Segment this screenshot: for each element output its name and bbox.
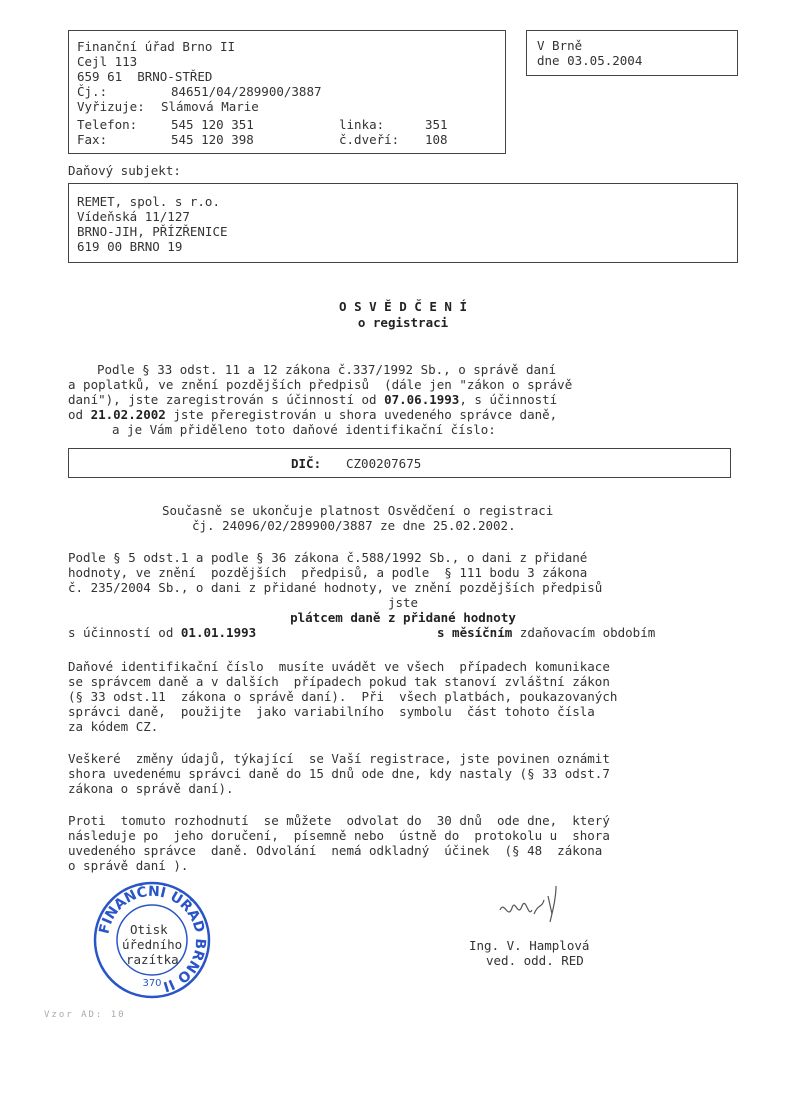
taxpayer-district: BRNO-JIH, PŘÍZŘENICE [77,224,228,239]
office-street: Cejl 113 [77,54,138,69]
stamp-caption-3: razítka [126,952,179,967]
signatory-name: Ing. V. Hamplová [469,938,590,953]
official-stamp [92,880,212,1000]
changes-line-3: zákona o správě daní). [68,781,234,796]
vat-line-6: s účinností od 01.01.1993 [68,625,257,640]
form-code: Vzor AD: 10 [44,1010,126,1020]
fax-label: Fax: [77,132,108,147]
handler-value: Slámová Marie [161,99,259,114]
signatory-department: ved. odd. RED [486,953,584,968]
dic-box [68,448,731,478]
stamp-number: 370 [142,978,162,989]
dic-value: CZ00207675 [346,456,422,471]
appeal-line-2: následuje po jeho doručení, písemně nebo ústně do protokolu u shora [68,828,610,843]
reregistration-date: 21.02.2002 [90,407,166,422]
intro-line-4: od 21.02.2002 jste přeregistrován u shora uvedeného správce daně, [68,407,558,422]
intro-line-3: daní"), jste zaregistrován s účinností od 07.06.1993, s účinností [68,392,558,407]
fax-value: 545 120 398 [171,132,254,147]
stamp-caption-2: úředního [122,937,183,952]
dic-para-line-1: Daňové identifikační číslo musíte uvádět ve všech případech komunikace [68,659,610,674]
phone-label: Telefon: [77,117,138,132]
office-name: Finanční úřad Brno II [77,39,236,54]
line-value: 351 [425,117,448,132]
vat-period: s měsíčním zdaňovacím obdobím [437,625,656,640]
dic-para-line-3: (§ 33 odst.11 zákona o správě daní). Při všech platbách, poukazovaných [68,689,618,704]
cj-label: Čj.: [77,84,108,99]
vat-period-monthly: s měsíčním [437,625,513,640]
document-title: O S V Ě D Č E N Í [339,299,467,314]
taxpayer-label: Daňový subjekt: [68,163,181,178]
document-subtitle: o registraci [357,315,449,330]
changes-line-1: Veškeré změny údajů, týkající se Vaší registrace, jste povinen oznámit [68,751,610,766]
place: V Brně [537,38,583,53]
phone-value: 545 120 351 [171,117,254,132]
vat-payer-status: plátcem daně z přidané hodnoty [290,610,516,625]
office-city: 659 61 BRNO-STŘED [77,69,213,84]
appeal-line-1: Proti tomuto rozhodnutí se můžete odvolat do 30 dnů ode dne, který [68,813,610,828]
handler-label: Vyřizuje: [77,99,145,114]
vat-line-1: Podle § 5 odst.1 a podle § 36 zákona č.588/1992 Sb., o dani z přidané [68,550,588,565]
taxpayer-box [68,183,738,263]
vat-line-2: hodnoty, ve znění pozdějších předpisů, a podle § 111 bodu 3 zákona [68,565,588,580]
dic-para-line-5: za kódem CZ. [68,719,159,734]
place-date-box [526,30,738,76]
office-box [68,30,506,154]
registration-date: 07.06.1993 [384,392,460,407]
door-value: 108 [425,132,448,147]
taxpayer-name: REMET, spol. s r.o. [77,194,220,209]
cj-value: 84651/04/289900/3887 [171,84,322,99]
vat-line-3: č. 235/2004 Sb., o dani z přidané hodnoty, ve znění pozdějších předpisů [68,580,603,595]
door-label: č.dveří: [339,132,400,147]
vat-line-4: jste [387,595,419,610]
termination-line-1: Současně se ukončuje platnost Osvědčení o registraci [162,503,554,518]
intro-line-2: a poplatků, ve znění pozdějších předpisů (dále jen "zákon o správě [68,377,573,392]
date: dne 03.05.2004 [537,53,643,68]
dic-label: DIČ: [291,456,322,471]
stamp-ring-text: FINANČNÍ ÚŘAD BRNO II [96,883,209,995]
appeal-line-4: o správě daní ). [68,858,189,873]
stamp-caption-1: Otisk [130,922,168,937]
dic-para-line-2: se správcem daně a v dalších případech pokud tak stanoví zvláštní zákon [68,674,610,689]
intro-line-1: Podle § 33 odst. 11 a 12 zákona č.337/1992 Sb., o správě daní [97,362,557,377]
termination-line-2: čj. 24096/02/289900/3887 ze dne 25.02.2002. [192,518,516,533]
line-label: linka: [339,117,385,132]
taxpayer-city: 619 00 BRNO 19 [77,239,183,254]
dic-para-line-4: správci daně, použijte jako variabilního symbolu část tohoto čísla [68,704,595,719]
handwritten-signature [490,870,580,940]
changes-line-2: shora uvedenému správci daně do 15 dnů ode dne, kdy nastaly (§ 33 odst.7 [68,766,610,781]
vat-effective-date: 01.01.1993 [180,625,257,640]
intro-line-5: a je Vám přiděleno toto daňové identifikační číslo: [112,422,496,437]
taxpayer-street: Vídeňská 11/127 [77,209,190,224]
appeal-line-3: uvedeného správce daně. Odvolání nemá odkladný účinek (§ 48 zákona [68,843,603,858]
